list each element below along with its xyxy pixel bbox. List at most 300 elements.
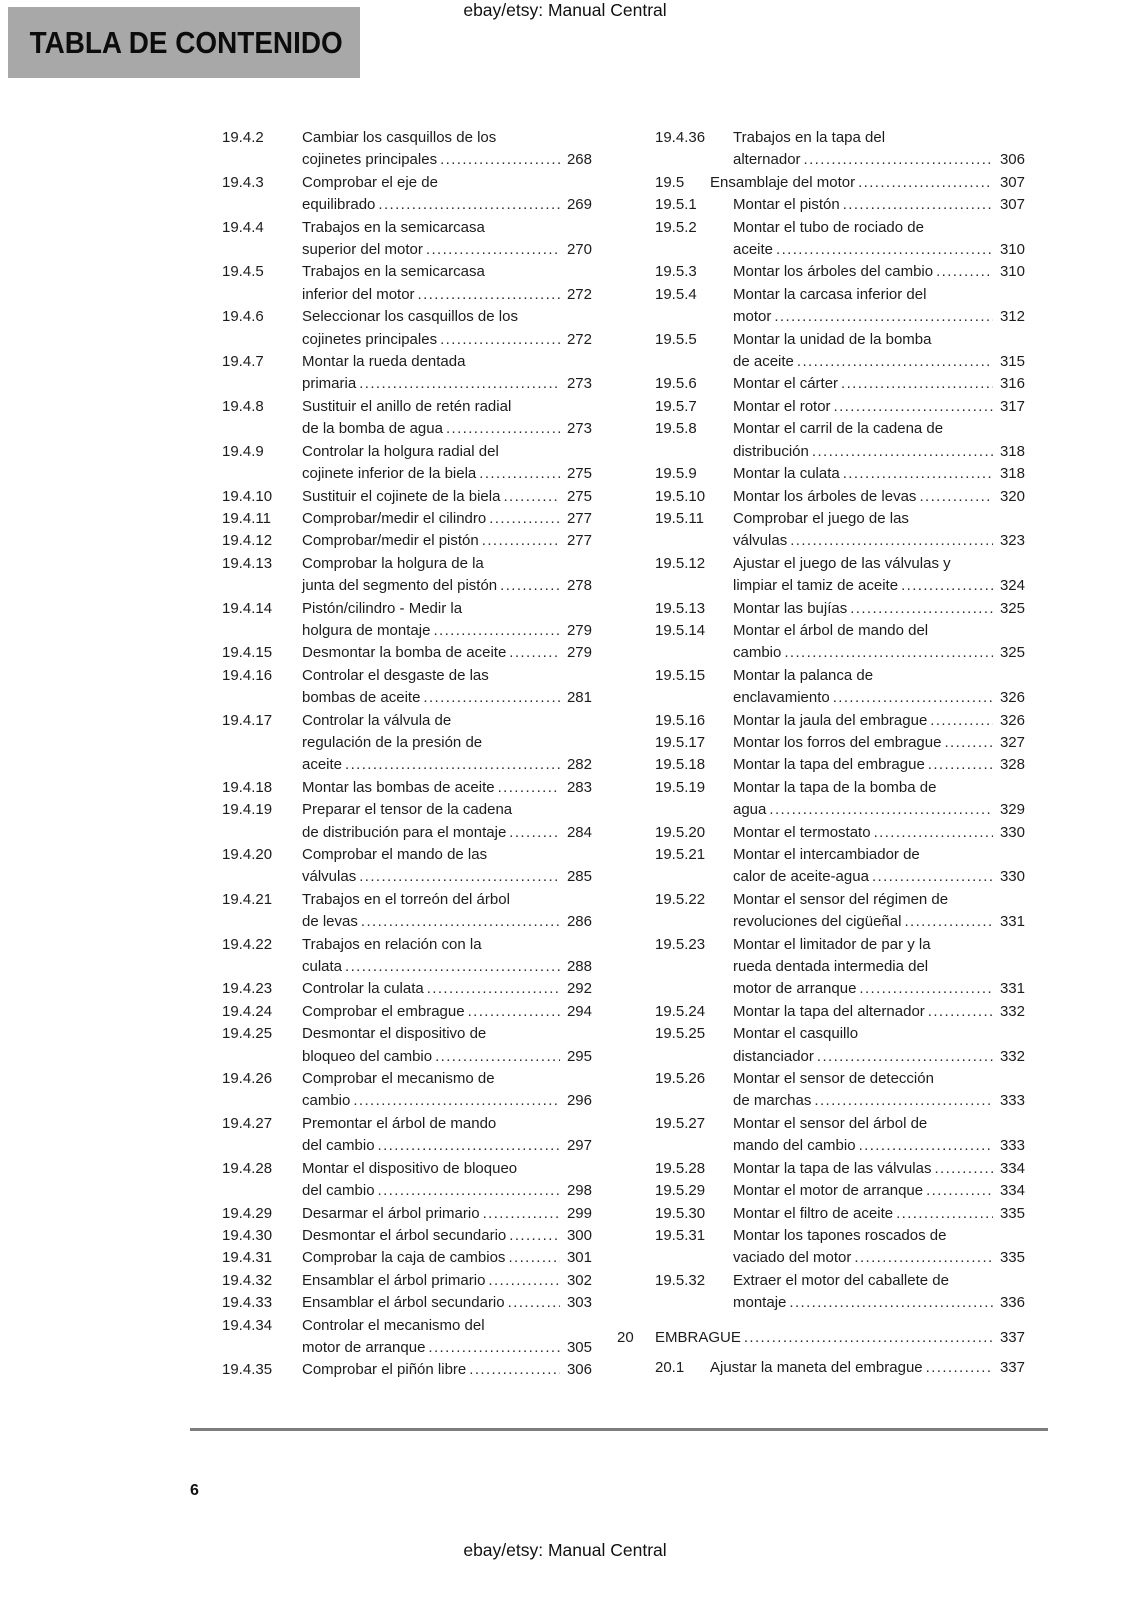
toc-entry xyxy=(222,1001,592,1023)
entry-number: 19.5.16 xyxy=(655,711,706,729)
toc-entry xyxy=(222,978,592,1000)
entry-page-number: 329 xyxy=(999,801,1025,819)
entry-leader-dots xyxy=(428,1337,560,1359)
entry-number: 19.5.25 xyxy=(655,1025,706,1043)
entry-title-line xyxy=(733,687,1025,709)
entry-title: Controlar la culata xyxy=(302,980,424,998)
entry-leader-dots xyxy=(814,1090,993,1112)
entry-page-number: 331 xyxy=(999,980,1025,998)
entry-title: válvulas xyxy=(302,868,357,886)
toc-entry xyxy=(222,261,592,306)
entry-number: 19.5.30 xyxy=(655,1204,706,1222)
entry-body xyxy=(733,463,1025,485)
entry-title: Montar la tapa del embrague xyxy=(733,756,925,774)
toc-entry xyxy=(655,194,1025,216)
toc-entry xyxy=(222,486,592,508)
entry-leader-dots xyxy=(850,598,993,620)
toc-entry xyxy=(655,1068,1025,1113)
entry-page-number: 294 xyxy=(566,1002,592,1020)
entry-title: Montar el pistón xyxy=(733,196,840,214)
toc-entry xyxy=(655,1203,1025,1225)
entry-title: Comprobar el embrague xyxy=(302,1002,465,1020)
entry-title-line xyxy=(302,1135,592,1157)
entry-page-number: 306 xyxy=(999,151,1025,169)
entry-body xyxy=(733,934,1025,1001)
toc-entry xyxy=(222,1225,592,1247)
entry-leader-dots xyxy=(423,687,560,709)
toc-entry xyxy=(655,1158,1025,1180)
entry-page-number: 328 xyxy=(999,756,1025,774)
entry-number: 19.5 xyxy=(655,173,685,191)
toc-entry xyxy=(655,754,1025,776)
toc-entry xyxy=(655,665,1025,710)
entry-page-number: 272 xyxy=(566,330,592,348)
entry-page-number: 330 xyxy=(999,868,1025,886)
toc-entry xyxy=(222,642,592,664)
entry-number: 19.4.20 xyxy=(222,846,273,863)
entry-body xyxy=(302,1068,592,1113)
entry-body xyxy=(302,217,592,262)
entry-leader-dots xyxy=(498,777,560,799)
entry-title-line: Pistón/cilindro - Medir la xyxy=(302,599,463,617)
toc-entry xyxy=(655,1001,1025,1023)
entry-title-line xyxy=(302,373,592,395)
entry-title-line xyxy=(302,1180,592,1202)
entry-title-line: Montar el árbol de mando del xyxy=(733,621,929,639)
entry-page-number: 325 xyxy=(999,644,1025,662)
entry-number: 19.4.9 xyxy=(222,442,264,460)
entry-leader-dots xyxy=(500,575,560,597)
entry-page-number: 310 xyxy=(999,241,1025,259)
entry-title: Montar el filtro de aceite xyxy=(733,1204,894,1222)
toc-entry xyxy=(655,1180,1025,1202)
entry-title-line xyxy=(733,351,1025,373)
toc-entry xyxy=(222,1247,592,1269)
entry-body xyxy=(302,261,592,306)
entry-body xyxy=(302,1001,592,1023)
entry-page-number: 330 xyxy=(999,823,1025,841)
entry-title-line: Montar la unidad de la bomba xyxy=(733,330,932,348)
entry-title-line xyxy=(733,642,1025,664)
toc-entry xyxy=(222,777,592,799)
entry-body xyxy=(733,396,1025,418)
entry-number: 19.4.24 xyxy=(222,1002,273,1020)
entry-title-line: Montar los tapones roscados de xyxy=(733,1226,947,1244)
entry-number: 19.4.10 xyxy=(222,487,273,505)
entry-title: Desmontar la bomba de aceite xyxy=(302,644,507,662)
entry-page-number: 323 xyxy=(999,532,1025,550)
toc-heading-box xyxy=(8,7,360,78)
entry-number: 19.4.16 xyxy=(222,666,273,684)
entry-number: 19.5.26 xyxy=(655,1070,706,1088)
entry-title: Montar la culata xyxy=(733,465,840,483)
entry-title-line xyxy=(733,598,1025,620)
entry-title: del cambio xyxy=(302,1182,375,1200)
entry-number: 19.4.11 xyxy=(222,509,271,527)
toc-entry xyxy=(655,889,1025,934)
entry-body xyxy=(733,665,1025,710)
entry-body xyxy=(733,194,1025,216)
toc-entry xyxy=(222,1158,592,1203)
entry-page-number: 272 xyxy=(566,285,592,303)
entry-number: 19.5.6 xyxy=(655,375,697,393)
entry-leader-dots xyxy=(776,239,993,261)
entry-page-number: 332 xyxy=(999,1047,1025,1065)
toc-entry xyxy=(222,889,592,934)
page-number: 6 xyxy=(190,1482,199,1499)
entry-body xyxy=(302,1315,592,1360)
entry-page-number: 285 xyxy=(566,868,592,886)
entry-leader-dots xyxy=(440,149,560,171)
entry-leader-dots xyxy=(936,261,993,283)
entry-title-line xyxy=(302,754,592,776)
entry-title: Desmontar el árbol secundario xyxy=(302,1226,507,1244)
entry-number: 19.4.3 xyxy=(222,173,264,191)
entry-title-line: Preparar el tensor de la cadena xyxy=(302,801,513,819)
entry-title-line xyxy=(733,486,1025,508)
entry-leader-dots xyxy=(345,754,560,776)
entry-leader-dots xyxy=(774,306,993,328)
entry-number: 19.4.29 xyxy=(222,1204,273,1222)
entry-title: motor de arranque xyxy=(302,1338,426,1356)
toc-entry xyxy=(222,1292,592,1314)
entry-page-number: 331 xyxy=(999,913,1025,931)
entry-title: montaje xyxy=(733,1294,787,1312)
entry-title: de distribución para el montaje xyxy=(302,823,507,841)
entry-page-number: 307 xyxy=(999,196,1025,214)
entry-title-line xyxy=(302,1359,592,1381)
entry-title: superior del motor xyxy=(302,241,423,259)
entry-title-line: Montar la palanca de xyxy=(733,666,874,684)
entry-body xyxy=(710,172,1025,194)
entry-title-line xyxy=(302,329,592,351)
entry-title-line xyxy=(733,463,1025,485)
entry-title-line xyxy=(733,1292,1025,1314)
entry-body xyxy=(733,418,1025,463)
entry-title: Montar el motor de arranque xyxy=(733,1182,924,1200)
entry-title-line xyxy=(733,1135,1025,1157)
entry-number: 19.5.13 xyxy=(655,599,706,617)
entry-title: agua xyxy=(733,801,767,819)
toc-entry xyxy=(222,665,592,710)
entry-leader-dots xyxy=(797,351,993,373)
entry-title: Comprobar/medir el cilindro xyxy=(302,509,487,527)
toc-entry xyxy=(655,418,1025,463)
entry-number: 19.4.27 xyxy=(222,1114,273,1132)
entry-page-number: 286 xyxy=(566,913,592,931)
entry-leader-dots xyxy=(508,1292,560,1314)
entry-body xyxy=(302,351,592,396)
entry-leader-dots xyxy=(859,978,993,1000)
entry-title-line: Montar la carcasa inferior del xyxy=(733,285,927,303)
entry-title-line xyxy=(302,978,592,1000)
entry-number: 19.4.7 xyxy=(222,353,264,371)
entry-title-line: Montar el tubo de rociado de xyxy=(733,218,924,236)
entry-title-line xyxy=(302,463,592,485)
entry-title-line xyxy=(302,149,592,171)
toc-entry xyxy=(655,1270,1025,1315)
toc-column-left xyxy=(222,127,592,1382)
entry-title-line: Montar el casquillo xyxy=(733,1025,859,1043)
entry-number: 19.4.32 xyxy=(222,1271,273,1289)
entry-page-number: 334 xyxy=(999,1159,1025,1177)
entry-page-number: 324 xyxy=(999,577,1025,595)
entry-page-number: 299 xyxy=(566,1204,592,1222)
entry-number: 19.4.19 xyxy=(222,801,273,819)
entry-body xyxy=(733,1180,1025,1202)
entry-body xyxy=(302,777,592,799)
entry-leader-dots xyxy=(934,1158,993,1180)
entry-leader-dots xyxy=(482,530,560,552)
toc-entry xyxy=(655,261,1025,283)
entry-body xyxy=(733,1113,1025,1158)
entry-number: 19.5.5 xyxy=(655,330,697,348)
entry-title-line: Montar la tapa de la bomba de xyxy=(733,778,937,796)
entry-page-number: 337 xyxy=(999,1328,1025,1346)
toc-entry xyxy=(655,284,1025,329)
entry-title: alternador xyxy=(733,151,801,169)
entry-title-line xyxy=(733,1090,1025,1112)
entry-title: bombas de aceite xyxy=(302,689,421,707)
entry-title-line xyxy=(733,1247,1025,1269)
entry-title: Montar el cárter xyxy=(733,375,839,393)
entry-title-line xyxy=(733,396,1025,418)
entry-title-line xyxy=(733,373,1025,395)
entry-leader-dots xyxy=(508,1247,560,1269)
toc-entry xyxy=(655,127,1025,172)
entry-leader-dots xyxy=(378,1135,560,1157)
toc-entry xyxy=(655,598,1025,620)
entry-body xyxy=(733,1068,1025,1113)
entry-leader-dots xyxy=(790,530,993,552)
entry-title-line xyxy=(302,1292,592,1314)
entry-title: de marchas xyxy=(733,1092,812,1110)
entry-number: 19.5.18 xyxy=(655,756,706,774)
entry-leader-dots xyxy=(874,822,993,844)
entry-leader-dots xyxy=(834,396,993,418)
entry-body xyxy=(302,172,592,217)
entry-page-number: 269 xyxy=(566,196,592,214)
entry-title: Ensamblar el árbol secundario xyxy=(302,1294,505,1312)
footer-rule xyxy=(190,1428,1048,1431)
entry-title-line xyxy=(733,1180,1025,1202)
entry-leader-dots xyxy=(854,1247,993,1269)
entry-body xyxy=(733,1270,1025,1315)
entry-title-line: Trabajos en la semicarcasa xyxy=(302,263,485,281)
entry-title-line xyxy=(733,822,1025,844)
entry-number: 19.5.12 xyxy=(655,554,706,572)
entry-body xyxy=(733,754,1025,776)
entry-title: cambio xyxy=(733,644,782,662)
entry-body xyxy=(733,889,1025,934)
entry-body xyxy=(733,284,1025,329)
entry-leader-dots xyxy=(359,866,560,888)
toc-entry xyxy=(655,1113,1025,1158)
toc-entry xyxy=(655,373,1025,395)
entry-page-number: 298 xyxy=(566,1182,592,1200)
entry-page-number: 327 xyxy=(999,733,1025,751)
entry-number: 19.5.15 xyxy=(655,666,706,684)
entry-title-line xyxy=(710,172,1025,194)
entry-title-line: Trabajos en la semicarcasa xyxy=(302,218,485,236)
entry-title-line: Comprobar el juego de las xyxy=(733,509,909,527)
entry-number: 19.5.1 xyxy=(655,196,697,214)
entry-number: 19.5.19 xyxy=(655,778,706,796)
entry-body xyxy=(302,1203,592,1225)
entry-title: de aceite xyxy=(733,353,794,371)
entry-leader-dots xyxy=(944,732,993,754)
entry-page-number: 279 xyxy=(566,644,592,662)
entry-page-number: 325 xyxy=(999,599,1025,617)
entry-number: 19.4.31 xyxy=(222,1249,273,1267)
entry-body xyxy=(302,508,592,530)
entry-body xyxy=(302,1270,592,1292)
entry-title-line: Montar el intercambiador de xyxy=(733,846,920,863)
entry-page-number: 301 xyxy=(566,1249,592,1267)
entry-title-line xyxy=(302,284,592,306)
entry-leader-dots xyxy=(930,710,993,732)
entry-title-line xyxy=(302,194,592,216)
entry-leader-dots xyxy=(919,486,993,508)
entry-title-line xyxy=(302,642,592,664)
entry-leader-dots xyxy=(926,1357,993,1379)
entry-title-line xyxy=(733,306,1025,328)
entry-body xyxy=(302,306,592,351)
toc-entry xyxy=(222,934,592,979)
toc-entry xyxy=(222,844,592,889)
entry-number: 19.4.2 xyxy=(222,129,264,146)
entry-leader-dots xyxy=(440,329,560,351)
toc-entry xyxy=(222,710,592,777)
entry-leader-dots xyxy=(489,508,560,530)
entry-title-line xyxy=(302,1270,592,1292)
entry-title: Comprobar el piñón libre xyxy=(302,1361,467,1379)
entry-leader-dots xyxy=(361,911,560,933)
entry-number: 19.4.21 xyxy=(222,890,273,908)
toc-entry xyxy=(222,1270,592,1292)
entry-title-line: Comprobar el mando de las xyxy=(302,846,488,863)
toc-entry xyxy=(655,486,1025,508)
entry-title-line xyxy=(655,1327,1025,1349)
entry-title: Montar los árboles de levas xyxy=(733,487,917,505)
entry-title-line: Controlar el mecanismo del xyxy=(302,1316,485,1334)
entry-title-line: Montar el carril de la cadena de xyxy=(733,420,944,438)
header-title: ebay/etsy: Manual Central xyxy=(463,0,667,20)
entry-title-line xyxy=(302,1337,592,1359)
entry-title-line: Montar el sensor del régimen de xyxy=(733,890,949,908)
entry-number: 19.4.35 xyxy=(222,1361,273,1379)
entry-title: distribución xyxy=(733,442,809,460)
entry-title-line xyxy=(733,1001,1025,1023)
entry-title-line xyxy=(302,822,592,844)
toc-entry xyxy=(655,822,1025,844)
entry-number: 19.5.22 xyxy=(655,890,706,908)
entry-page-number: 316 xyxy=(999,375,1025,393)
toc-entry xyxy=(222,1068,592,1113)
entry-leader-dots xyxy=(509,1225,560,1247)
entry-body xyxy=(733,1023,1025,1068)
entry-leader-dots xyxy=(784,642,993,664)
entry-number: 19.5.14 xyxy=(655,621,706,639)
toc-entry xyxy=(222,1315,592,1360)
entry-leader-dots xyxy=(509,642,560,664)
entry-title: holgura de montaje xyxy=(302,621,431,639)
toc-entry xyxy=(222,598,592,643)
entry-page-number: 317 xyxy=(999,397,1025,415)
entry-leader-dots xyxy=(901,575,993,597)
entry-number: 19.5.2 xyxy=(655,218,697,236)
entry-title-line: Controlar el desgaste de las xyxy=(302,666,489,684)
entry-number: 19.4.8 xyxy=(222,397,264,415)
entry-page-number: 310 xyxy=(999,263,1025,281)
entry-title-line: Montar el sensor de detección xyxy=(733,1070,934,1088)
entry-title: Comprobar la caja de cambios xyxy=(302,1249,506,1267)
entry-leader-dots xyxy=(469,1359,560,1381)
entry-leader-dots xyxy=(359,373,560,395)
entry-number: 19.4.22 xyxy=(222,935,273,953)
entry-title: de levas xyxy=(302,913,358,931)
entry-number: 19.4.34 xyxy=(222,1316,273,1334)
entry-body xyxy=(733,127,1025,172)
entry-title-line xyxy=(302,239,592,261)
entry-title-line xyxy=(733,732,1025,754)
entry-leader-dots xyxy=(446,418,560,440)
entry-body xyxy=(302,799,592,844)
toc-entry xyxy=(222,441,592,486)
entry-page-number: 315 xyxy=(999,353,1025,371)
entry-body xyxy=(733,822,1025,844)
entry-body xyxy=(733,732,1025,754)
entry-page-number: 281 xyxy=(566,689,592,707)
entry-page-number: 295 xyxy=(566,1047,592,1065)
entry-leader-dots xyxy=(872,866,993,888)
entry-title: Montar las bombas de aceite xyxy=(302,778,495,796)
entry-title-line xyxy=(733,194,1025,216)
entry-number: 19.4.15 xyxy=(222,644,273,662)
entry-body xyxy=(733,261,1025,283)
entry-body xyxy=(302,978,592,1000)
entry-body xyxy=(302,1225,592,1247)
entry-title-line xyxy=(733,799,1025,821)
entry-number: 19.4.23 xyxy=(222,980,273,998)
entry-page-number: 332 xyxy=(999,1002,1025,1020)
entry-body xyxy=(302,486,592,508)
entry-leader-dots xyxy=(843,463,993,485)
entry-number: 19.4.14 xyxy=(222,599,273,617)
entry-page-number: 277 xyxy=(566,509,592,527)
entry-number: 20 xyxy=(617,1328,634,1346)
entry-leader-dots xyxy=(928,1001,993,1023)
entry-page-number: 320 xyxy=(999,487,1025,505)
entry-title-line xyxy=(733,710,1025,732)
entry-number: 19.5.31 xyxy=(655,1226,706,1244)
entry-page-number: 306 xyxy=(566,1361,592,1379)
entry-title-line: Extraer el motor del caballete de xyxy=(733,1271,949,1289)
entry-title-line: Desmontar el dispositivo de xyxy=(302,1025,487,1043)
entry-page-number: 335 xyxy=(999,1204,1025,1222)
entry-page-number: 318 xyxy=(999,465,1025,483)
entry-number: 19.5.29 xyxy=(655,1182,706,1200)
entry-title-line: regulación de la presión de xyxy=(302,733,483,751)
toc-entry xyxy=(222,1359,592,1381)
entry-title-line: Trabajos en la tapa del xyxy=(733,129,886,146)
toc-entry xyxy=(222,351,592,396)
entry-title-line xyxy=(733,1046,1025,1068)
entry-title: culata xyxy=(302,958,343,976)
entry-title-line xyxy=(710,1357,1025,1379)
entry-number: 19.5.32 xyxy=(655,1271,706,1289)
toc-entry xyxy=(655,463,1025,485)
